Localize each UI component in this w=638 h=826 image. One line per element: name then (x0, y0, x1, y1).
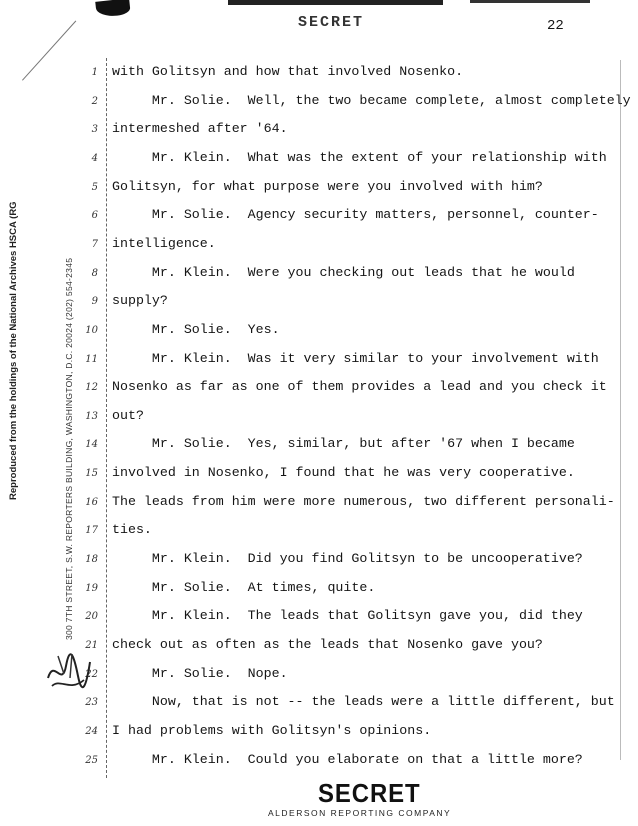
transcript-line: supply? (112, 293, 168, 308)
transcript-line: Mr. Klein. Was it very similar to your involvement with (112, 351, 599, 366)
line-number: 16 (85, 497, 98, 508)
transcript-line: Mr. Solie. Yes, similar, but after '67 when I became (112, 436, 575, 451)
left-margin-rule (106, 58, 107, 778)
scan-artifact (95, 0, 130, 18)
transcript-line: intelligence. (112, 236, 216, 251)
transcript-line: ties. (112, 522, 152, 537)
line-number: 23 (85, 697, 98, 708)
margin-stroke (22, 21, 76, 81)
line-number: 5 (91, 182, 98, 193)
scan-artifact (228, 0, 443, 5)
reporter-address-note: 300 7TH STREET, S.W. REPORTERS BUILDING, WASHINGTON, D.C. 20024 (202) 554-2345 (64, 257, 74, 640)
transcript-line: Mr. Klein. Could you elaborate on that a little more? (112, 752, 583, 767)
line-number: 13 (85, 411, 98, 422)
transcript-line: Nosenko as far as one of them provides a lead and you check it (112, 379, 607, 394)
transcript-line: Now, that is not -- the leads were a little different, but (112, 694, 615, 709)
reporting-company-name: ALDERSON REPORTING COMPANY (268, 808, 452, 818)
archive-reproduction-note: Reproduced from the holdings of the National Archives HSCA (RG (8, 201, 19, 500)
line-number: 3 (91, 124, 98, 135)
line-number: 7 (91, 239, 98, 250)
line-number: 15 (85, 468, 98, 479)
line-number: 2 (91, 96, 98, 107)
footer-classification-stamp: SECRET (318, 778, 421, 808)
transcript-line: Mr. Solie. Agency security matters, personnel, counter- (112, 207, 599, 222)
transcript-line: Mr. Klein. Were you checking out leads that he would (112, 265, 575, 280)
transcript-line: The leads from him were more numerous, two different personali- (112, 494, 615, 509)
line-number: 14 (85, 439, 98, 450)
line-number: 4 (91, 153, 98, 164)
line-number: 9 (91, 296, 98, 307)
transcript-line: I had problems with Golitsyn's opinions. (112, 723, 432, 738)
line-number: 6 (91, 210, 98, 221)
line-number: 25 (85, 755, 98, 766)
line-number: 12 (85, 382, 98, 393)
transcript-line: Mr. Klein. Did you find Golitsyn to be uncooperative? (112, 551, 583, 566)
transcript-line: Mr. Solie. Well, the two became complete, almost completely (112, 93, 631, 108)
transcript-line: Mr. Klein. What was the extent of your relationship with (112, 150, 607, 165)
page-number: 22 (547, 18, 564, 34)
line-number: 8 (91, 268, 98, 279)
transcript-line: check out as often as the leads that Nosenko gave you? (112, 637, 543, 652)
scan-artifact (470, 0, 590, 3)
handwritten-initials (44, 648, 92, 696)
transcript-line: involved in Nosenko, I found that he was very cooperative. (112, 465, 575, 480)
line-number: 18 (85, 554, 98, 565)
transcript-line: Mr. Solie. Yes. (112, 322, 280, 337)
transcript-line: Mr. Solie. Nope. (112, 666, 288, 681)
transcript-line: Mr. Klein. The leads that Golitsyn gave you, did they (112, 608, 583, 623)
line-number: 17 (85, 525, 98, 536)
line-number: 24 (85, 726, 98, 737)
line-number: 22 (85, 669, 98, 680)
right-margin-rule (620, 60, 621, 760)
transcript-line: with Golitsyn and how that involved Nosenko. (112, 64, 464, 79)
line-number: 11 (85, 354, 98, 365)
header-classification-stamp: SECRET (298, 14, 365, 31)
transcript-line: Golitsyn, for what purpose were you involved with him? (112, 179, 543, 194)
transcript-line: Mr. Solie. At times, quite. (112, 580, 376, 595)
transcript-line: out? (112, 408, 144, 423)
line-number: 21 (85, 640, 98, 651)
transcript-line: intermeshed after '64. (112, 121, 288, 136)
line-number: 20 (85, 611, 98, 622)
line-number: 1 (91, 67, 98, 78)
line-number: 19 (85, 583, 98, 594)
line-number: 10 (85, 325, 98, 336)
